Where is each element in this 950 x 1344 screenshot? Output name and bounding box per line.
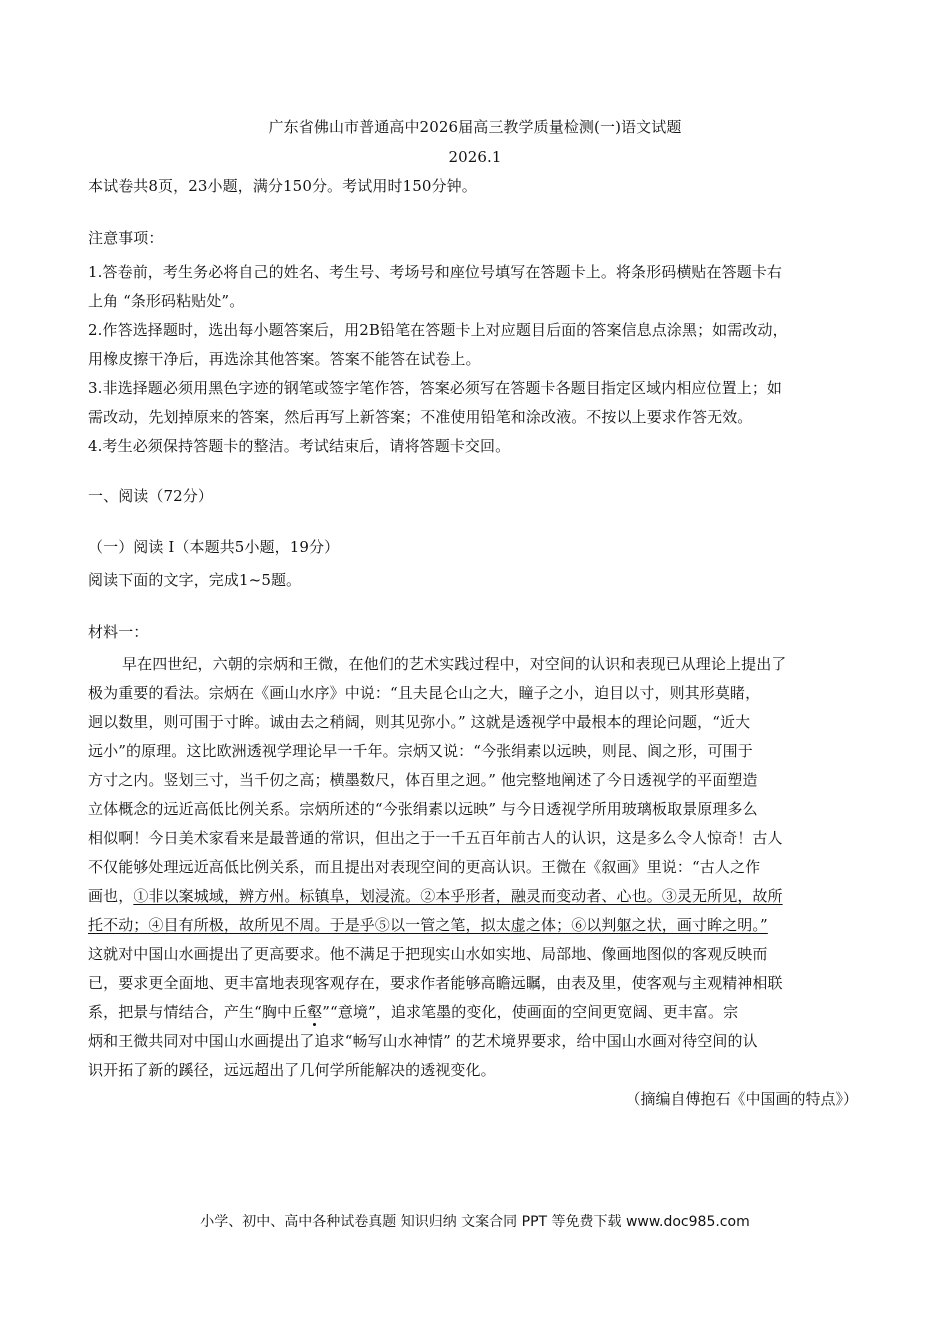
- notice-line: 需改动，先划掉原来的答案，然后再写上新答案；不准使用铅笔和涂改液。不按以上要求作答无效。: [88, 408, 753, 426]
- passage-line: 极为重要的看法。宗炳在《画山水序》中说：“且夫昆仑山之大，瞳子之小，迫目以寸，则其形莫睹，: [88, 684, 761, 702]
- passage-line-prefix: 画也，: [88, 887, 134, 905]
- notice-line: 用橡皮擦干净后，再选涂其他答案。答案不能答在试卷上。: [88, 350, 481, 368]
- passage-line: 相似啊！今日美术家看来是最普通的常识，但出之于一千五百年前古人的认识，这是多么令人惊奇！古人: [88, 829, 783, 847]
- passage-line-emphasis: [88, 1002, 738, 1022]
- exam-date: 2026.1: [448, 148, 502, 166]
- passage-line-quoted: [88, 886, 783, 906]
- material-label: 材料一：: [88, 623, 149, 641]
- footer-ad: 小学、初中、高中各种试卷真题 知识归纳 文案合同 PPT 等免费下载 www.doc985.com: [200, 1214, 750, 1230]
- section-title: 一、阅读（72分）: [88, 487, 213, 505]
- notice-line: 上角 “条形码粘贴处”。: [88, 292, 245, 310]
- reading-instruction: 阅读下面的文字，完成1~5题。: [88, 571, 302, 589]
- exam-intro: 本试卷共8页，23小题，满分150分。考试用时150分钟。: [88, 177, 477, 195]
- passage-line: 识开拓了新的蹊径，远远超出了几何学所能解决的透视变化。: [88, 1061, 496, 1079]
- passage-source: （摘编自傅抱石《中国画的特点》）: [625, 1090, 858, 1108]
- underlined-quote: ①非以案城域，辨方州。标镇阜，划浸流。②本乎形者，融灵而变动者、心也。③灵无所见，故所: [133, 887, 783, 905]
- passage-line: 迥以数里，则可围于寸眸。诚由去之稍阔，则其见弥小。” 这就是透视学中最根本的理论问题，“近大: [88, 713, 751, 731]
- subsection-title: （一）阅读 I（本题共5小题，19分）: [88, 538, 340, 556]
- passage-text: ”“意境”，追求笔墨的变化，使画面的空间更宽阔、更丰富。宗: [322, 1003, 739, 1021]
- emphasis-dotted-char: 壑: [307, 1003, 323, 1021]
- passage-line: 已，要求更全面地、更丰富地表现客观存在，要求作者能够高瞻远瞩，由表及里，使客观与主观精神相联: [88, 974, 783, 992]
- notice-line: 3.非选择题必须用黑色字迹的钢笔或签字笔作答，答案必须写在答题卡各题目指定区域内相应位置上；如: [88, 379, 783, 397]
- passage-line-quoted: [88, 915, 768, 935]
- passage-line: 这就对中国山水画提出了更高要求。他不满足于把现实山水如实地、局部地、像画地图似的客观反映而: [88, 945, 768, 963]
- passage-line: 早在四世纪，六朝的宗炳和王微，在他们的艺术实践过程中，对空间的认识和表现已从理论上提出了: [122, 655, 787, 673]
- passage-line: 远小”的原理。这比欧洲透视学理论早一千年。宗炳又说：“今张绢素以远映，则昆、阆之形，可围于: [88, 742, 753, 760]
- exam-title: 广东省佛山市普通高中2026届高三教学质量检测(一)语文试题: [268, 118, 682, 136]
- passage-line: 炳和王微共同对中国山水画提出了追求“畅写山水神情” 的艺术境界要求，给中国山水画对待空间的认: [88, 1032, 758, 1050]
- passage-line: 方寸之内。竖划三寸，当千仞之高；横墨数尺，体百里之迥。” 他完整地阐述了今日透视学的平面塑造: [88, 771, 758, 789]
- notice-line: 1.答卷前，考生务必将自己的姓名、考生号、考场号和座位号填写在答题卡上。将条形码横贴在答题卡右: [88, 263, 783, 281]
- underlined-quote: 托不动；④目有所极，故所见不周。于是乎⑤以一管之笔，拟太虚之体；⑥以判躯之状，画寸眸之明。”: [88, 916, 768, 934]
- passage-text: 系，把景与情结合，产生“胸中丘: [88, 1003, 308, 1021]
- notice-heading: 注意事项：: [88, 229, 164, 247]
- passage-line: 不仅能够处理远近高低比例关系，而且提出对表现空间的更高认识。王微在《叙画》里说：“古人之作: [88, 858, 761, 876]
- notice-line: 2.作答选择题时，选出每小题答案后，用2B铅笔在答题卡上对应题目后面的答案信息点涂黑；如需改动，: [88, 321, 788, 339]
- passage-line: 立体概念的远近高低比例关系。宗炳所述的“今张绢素以远映” 与今日透视学所用玻璃板取景原理多么: [88, 800, 758, 818]
- notice-line: 4.考生必须保持答题卡的整洁。考试结束后，请将答题卡交回。: [88, 437, 511, 455]
